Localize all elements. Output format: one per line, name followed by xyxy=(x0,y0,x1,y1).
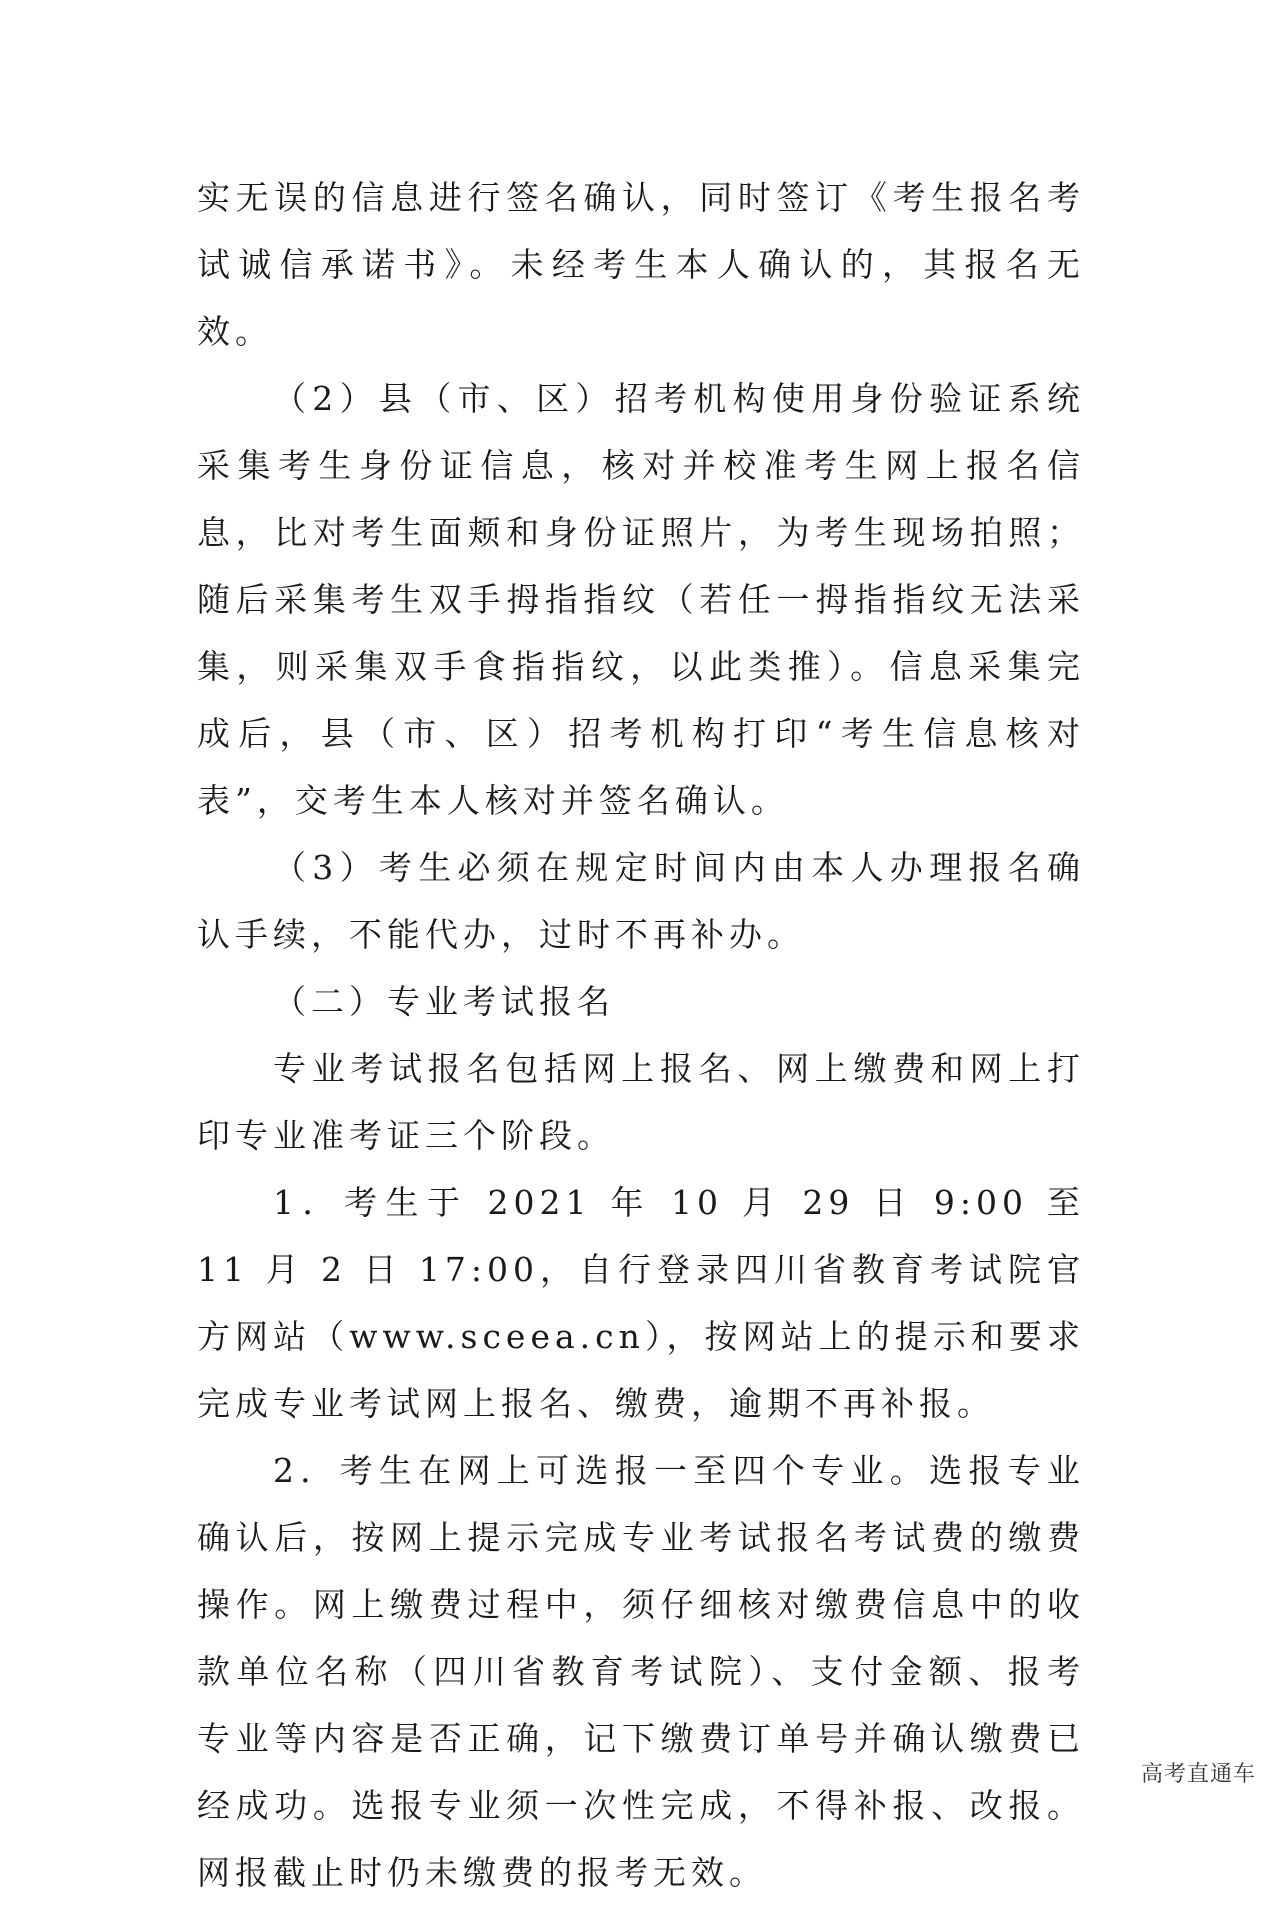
paragraph-intro: 专业考试报名包括网上报名、网上缴费和网上打印专业准考证三个阶段。 xyxy=(197,1049,1085,1155)
paragraph-step-1: 1．考生于 2021 年 10 月 29 日 9:00 至 11 月 2 日 17:00，自行登录四川省教育考试院官方网站（www.sceea.cn），按网站上的提示和要求完成专业考试网上报名、缴费，逾期不再补报。 xyxy=(197,1183,1085,1423)
watermark: 高考直通车 xyxy=(1140,1762,1256,1787)
document-page xyxy=(197,164,1085,1906)
paragraph-step-2: 2．考生在网上可选报一至四个专业。选报专业确认后，按网上提示完成专业考试报名考试费的缴费操作。网上缴费过程中，须仔细核对缴费信息中的收款单位名称（四川省教育考试院）、支付金额、报考专业等内容是否正确，记下缴费订单号并确认缴费已经成功。选报专业须一次性完成，不得补报、改报。网报截止时仍未缴费的报考无效。 xyxy=(197,1451,1085,1892)
section-heading: （二）专业考试报名 xyxy=(273,982,615,1021)
paragraph-continuation: 实无误的信息进行签名确认，同时签订《考生报名考试诚信承诺书》。未经考生本人确认的，其报名无效。 xyxy=(197,178,1085,351)
paragraph-item-2: （2）县（市、区）招考机构使用身份验证系统采集考生身份证信息，核对并校准考生网上报名信息，比对考生面颊和身份证照片，为考生现场拍照；随后采集考生双手拇指指纹（若任一拇指指纹无法采集，则采集双手食指指纹，以此类推）。信息采集完成后，县（市、区）招考机构打印“考生信息核对表”，交考生本人核对并签名确认。 xyxy=(197,379,1085,820)
paragraph-item-3: （3）考生必须在规定时间内由本人办理报名确认手续，不能代办，过时不再补办。 xyxy=(197,848,1085,954)
